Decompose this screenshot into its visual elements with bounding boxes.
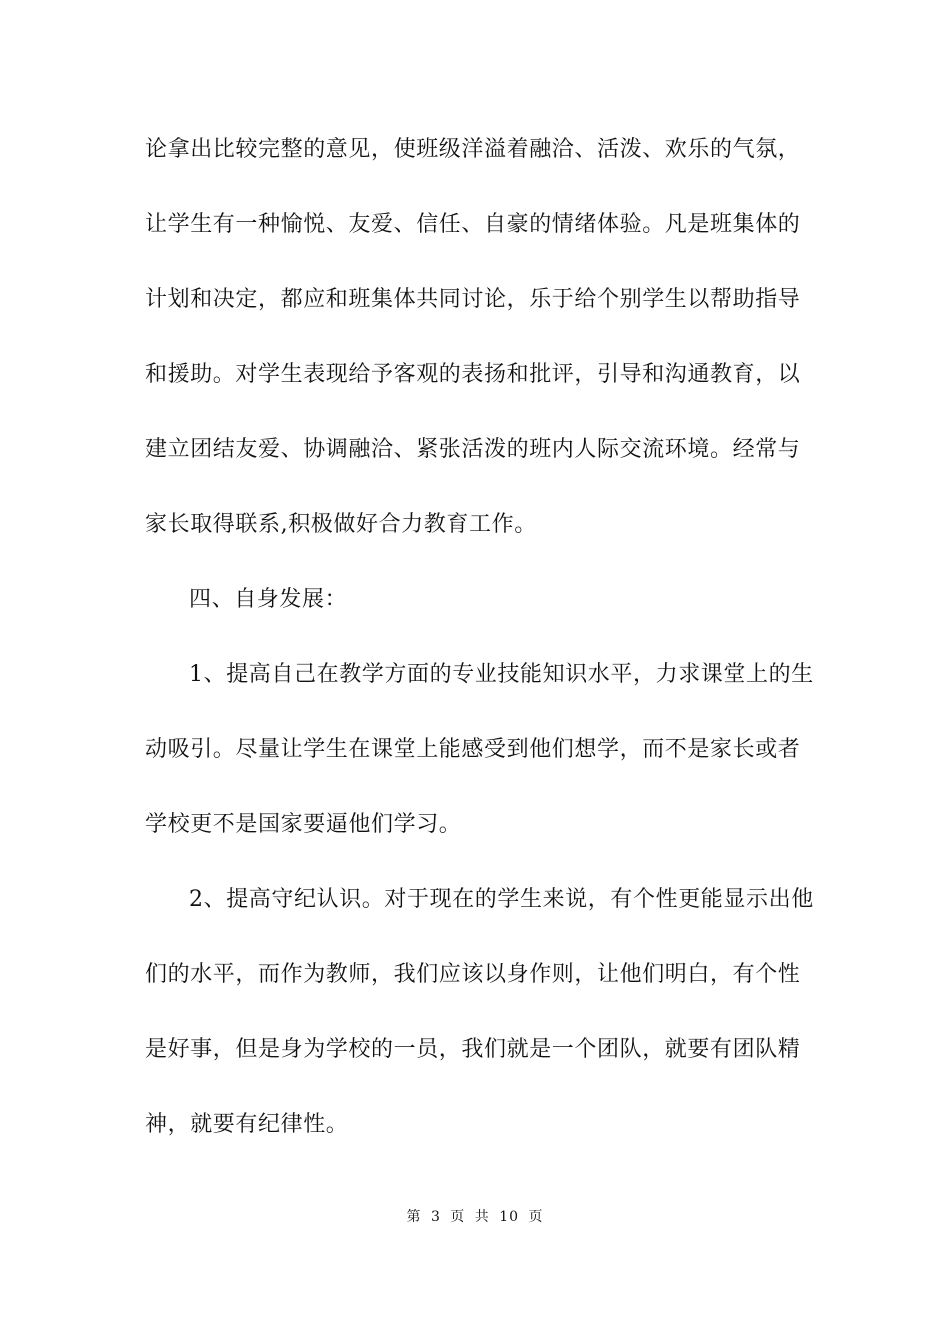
paragraph-3-line-2: 动吸引。尽量让学生在课堂上能感受到他们想学，而不是家长或者 [145,737,801,762]
page-number-footer: 第 3 页 共 10 页 [406,1209,544,1225]
paragraph-1-line-6: 家长取得联系,积极做好合力教育工作。 [145,512,537,537]
section-heading: 四、自身发展： [189,587,348,612]
paragraph-1-line-4: 和援助。对学生表现给予客观的表扬和批评，引导和沟通教育，以 [145,362,801,387]
paragraph-4-line-1: 2、提高守纪认识。对于现在的学生来说，有个性更能显示出他 [189,887,814,912]
paragraph-1-line-3: 计划和决定，都应和班集体共同讨论，乐于给个别学生以帮助指导 [145,287,801,312]
paragraph-1-line-1: 论拿出比较完整的意见，使班级洋溢着融洽、活泼、欢乐的气氛， [145,137,801,162]
paragraph-4-line-4: 神，就要有纪律性。 [145,1112,349,1137]
paragraph-1-line-2: 让学生有一种愉悦、友爱、信任、自豪的情绪体验。凡是班集体的 [145,212,801,237]
paragraph-4-line-2: 们的水平，而作为教师，我们应该以身作则，让他们明白，有个性 [145,962,801,987]
paragraph-4-line-3: 是好事，但是身为学校的一员，我们就是一个团队，就要有团队精 [145,1037,801,1062]
paragraph-1-line-5: 建立团结友爱、协调融洽、紧张活泼的班内人际交流环境。经常与 [145,437,801,462]
paragraph-3-line-3: 学校更不是国家要逼他们学习。 [145,812,462,837]
paragraph-3-line-1: 1、提高自己在教学方面的专业技能知识水平，力求课堂上的生 [189,662,814,687]
